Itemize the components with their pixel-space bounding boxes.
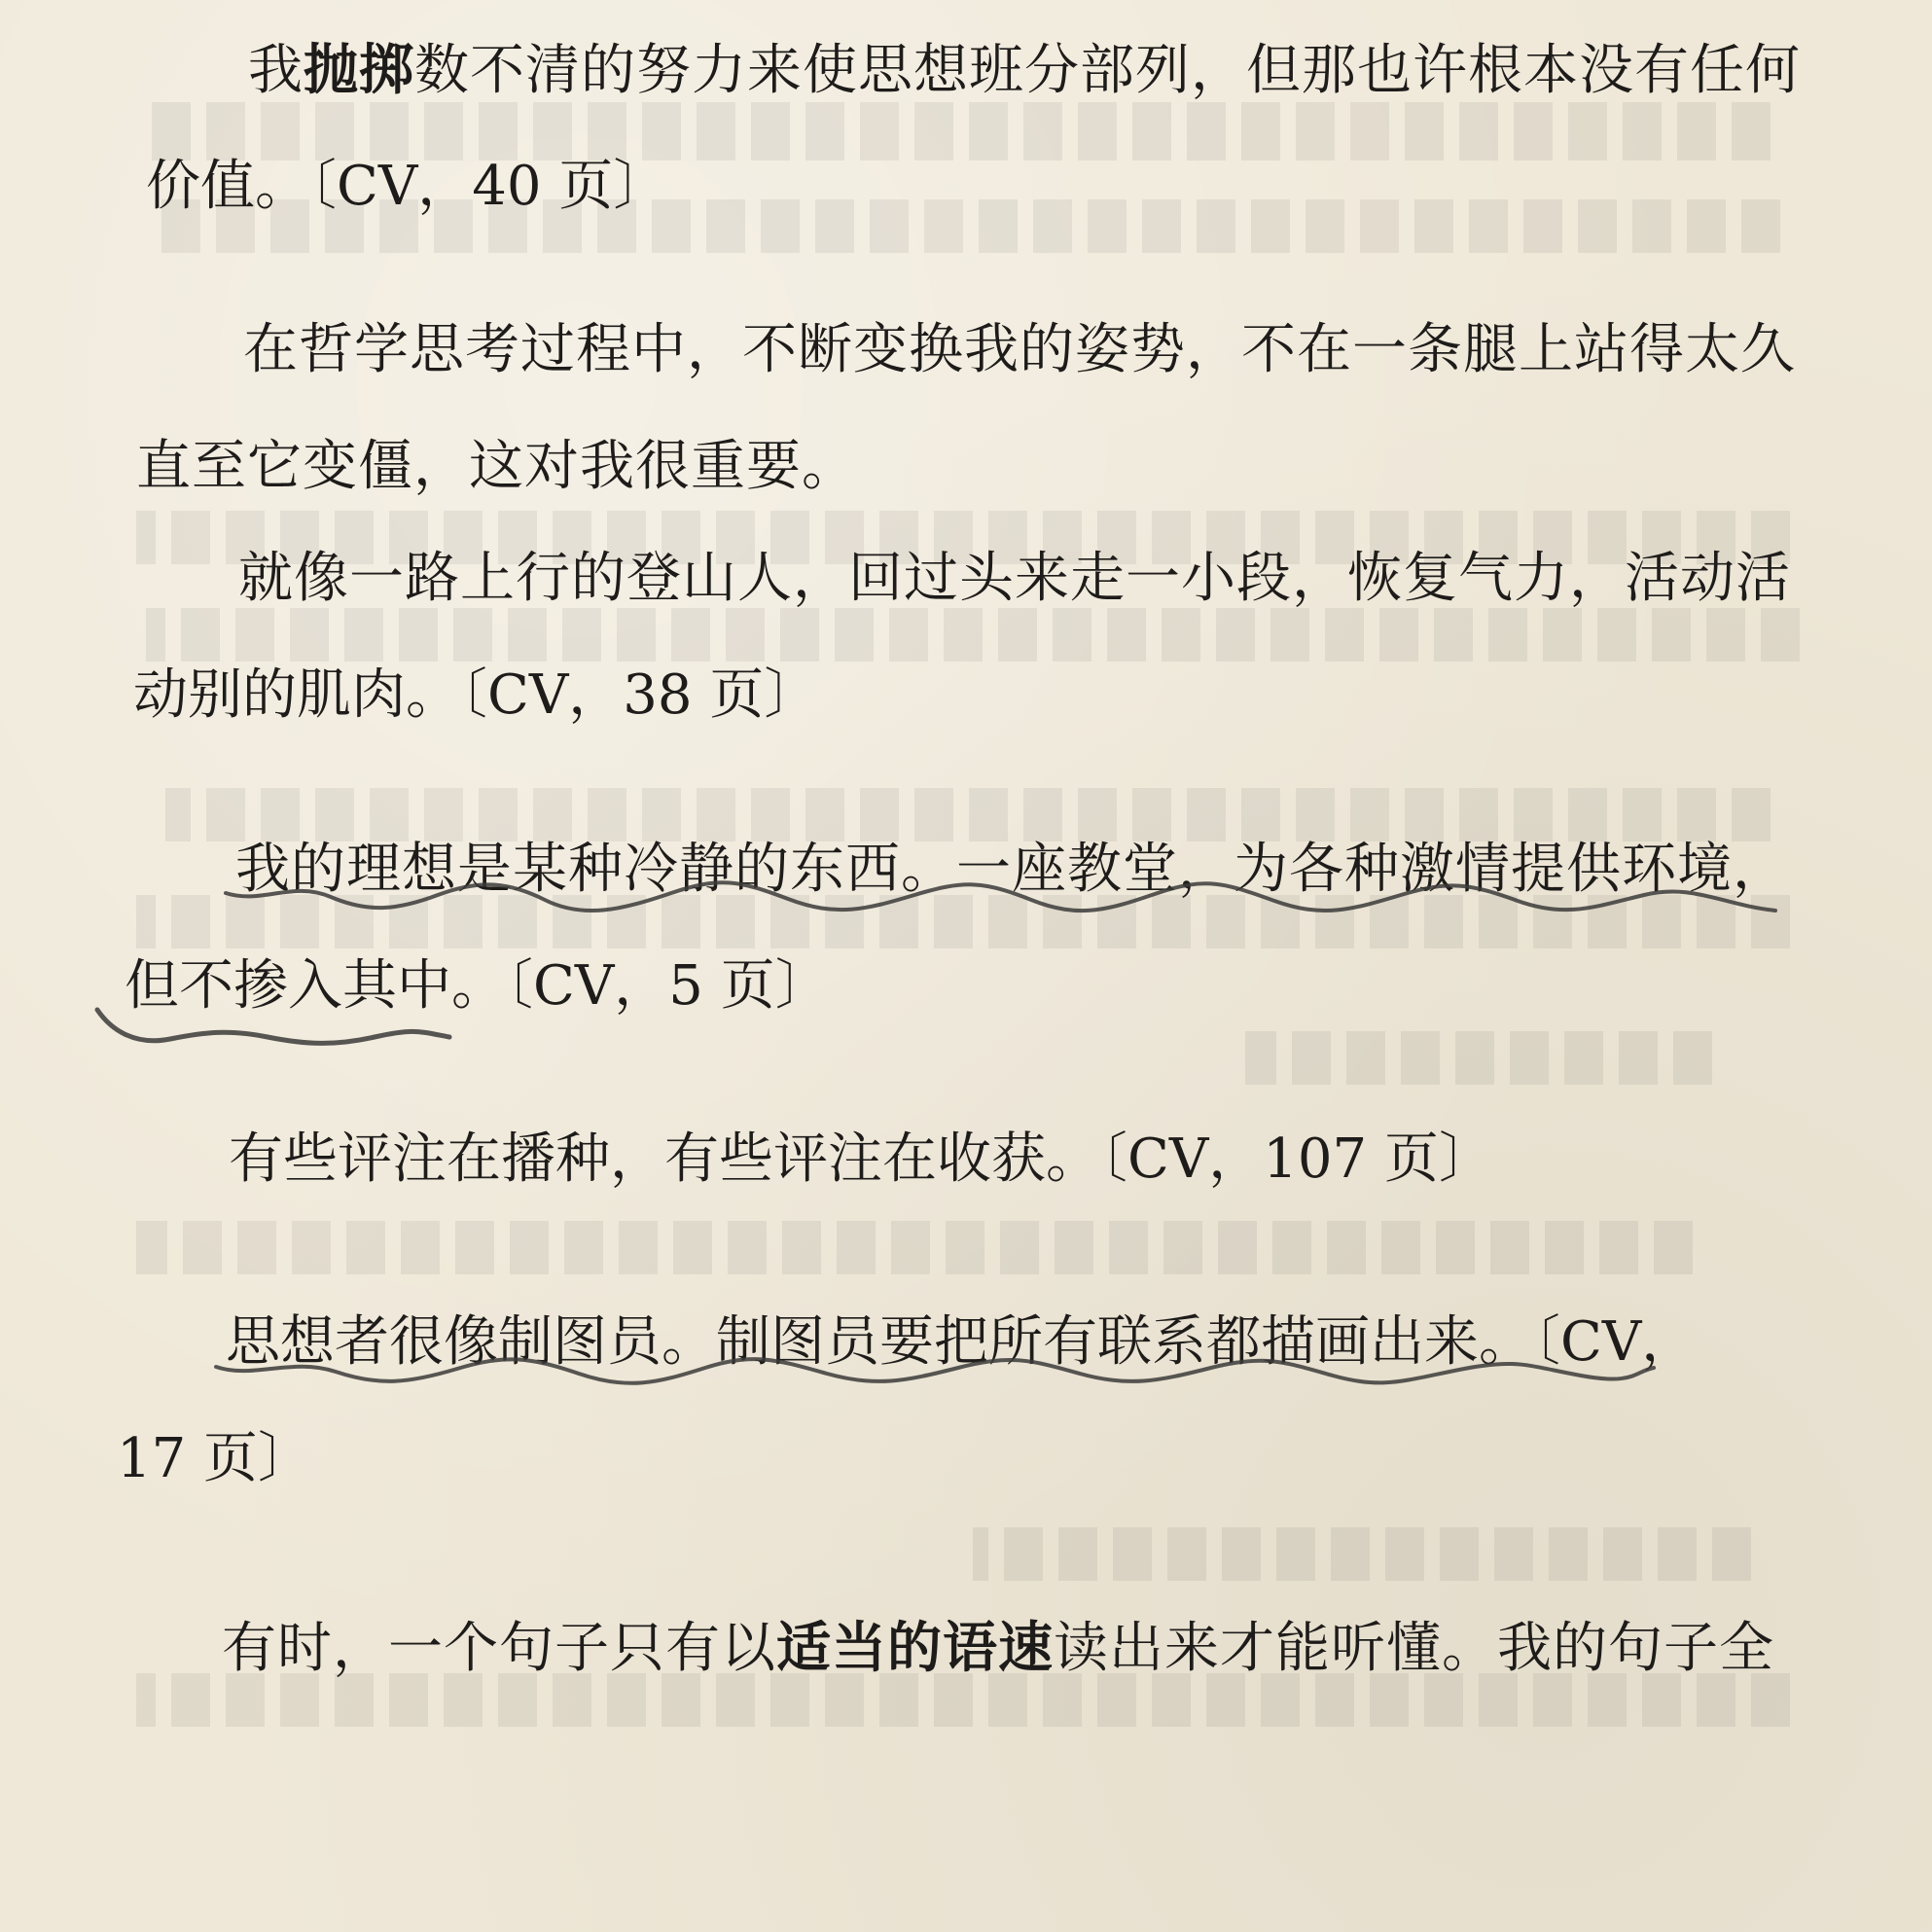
bleed-through-texture	[165, 788, 1771, 841]
bold-text-run: 适当的语速	[776, 1616, 1054, 1680]
paragraph-2-line-2: 直至它变僵，这对我很重要。	[136, 435, 857, 498]
paragraph-3-line-1: 就像一路上行的登山人，回过头来走一小段，恢复气力，活动活	[238, 547, 1791, 610]
paragraph-6-line-2: 17 页〕	[117, 1427, 313, 1490]
bleed-through-texture	[136, 1673, 1790, 1727]
paragraph-3-line-2: 动别的肌肉。〔CV，38 页〕	[133, 663, 819, 727]
bleed-through-texture	[136, 102, 1771, 161]
paragraph-4-line-2: 但不掺入其中。〔CV，5 页〕	[125, 954, 830, 1018]
bleed-through-texture	[1245, 1031, 1712, 1085]
paragraph-2-line-1: 在哲学思考过程中，不断变换我的姿势，不在一条腿上站得太久	[243, 318, 1796, 381]
paragraph-4-line-1: 我的理想是某种冷静的东西。一座教堂，为各种激情提供环境，	[235, 838, 1788, 901]
text-run: 有时，一个句子只有以	[222, 1617, 776, 1680]
paragraph-1-line-1	[248, 39, 1801, 102]
paragraph-7-line-1	[222, 1617, 1774, 1680]
paragraph-1-line-2: 价值。〔CV，40 页〕	[146, 155, 668, 218]
text-run: 我	[248, 39, 304, 102]
bleed-through-texture	[136, 1221, 1693, 1274]
bleed-through-texture	[146, 608, 1800, 662]
bold-text-run: 抛掷	[304, 38, 414, 102]
paragraph-6-line-1: 思想者很像制图员。制图员要把所有联系都描画出来。〔CV，	[226, 1310, 1697, 1374]
paragraph-5-line-1: 有些评注在播种，有些评注在收获。〔CV，107 页〕	[229, 1127, 1493, 1191]
text-run: 数不清的努力来使思想班分部列，但那也许根本没有任何	[414, 39, 1801, 102]
bleed-through-texture	[136, 895, 1790, 948]
bleed-through-texture	[973, 1527, 1751, 1581]
text-run: 读出来才能听懂。我的句子全	[1054, 1617, 1774, 1680]
